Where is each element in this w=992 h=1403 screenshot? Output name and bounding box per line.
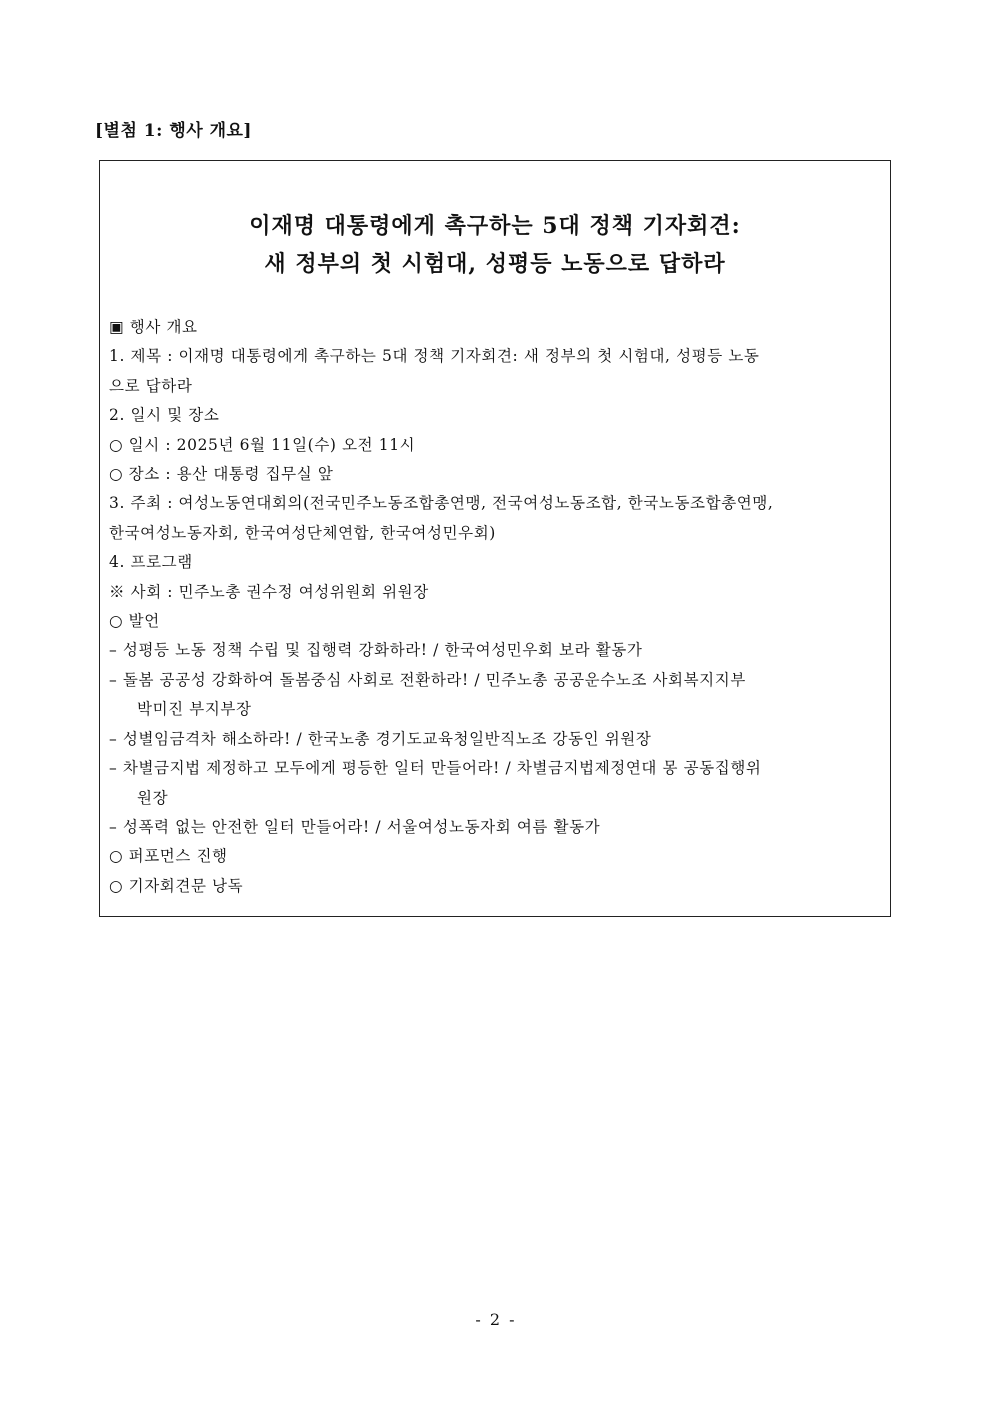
- item-date: ○ 일시 : 2025년 6월 11일(수) 오전 11시: [109, 435, 416, 454]
- item-title: 1. 제목 : 이재명 대통령에게 촉구하는 5대 정책 기자회견: 새 정부의 첫 시험대, 성평등 노동: [109, 347, 760, 366]
- speech-item: – 돌봄 공공성 강화하여 돌봄중심 사회로 전환하라! / 민주노총 공공운수노조 사회복지지부: [109, 670, 746, 689]
- attachment-heading: [별첨 1: 행사 개요]: [95, 121, 252, 141]
- page-number: - 2 -: [475, 1310, 517, 1329]
- speech-item: – 성폭력 없는 안전한 일터 만들어라! / 서울여성노동자회 여름 활동가: [109, 817, 601, 836]
- event-overview-box: [99, 160, 891, 917]
- title-line-2: 새 정부의 첫 시험대, 성평등 노동으로 답하라: [264, 251, 726, 277]
- program-speeches: ○ 발언: [109, 612, 160, 631]
- item-host-continued: 한국여성노동자회, 한국여성단체연합, 한국여성민우회): [109, 523, 496, 542]
- speech-item-continued: 원장: [137, 788, 169, 807]
- press-conference-title: [100, 207, 890, 283]
- section-heading-event-overview: ▣ 행사 개요: [109, 318, 198, 336]
- speech-item: – 차별금지법 제정하고 모두에게 평등한 일터 만들어라! / 차별금지법제정연대 몽 공동집행위: [109, 759, 762, 778]
- speech-item: – 성별임금격차 해소하라! / 한국노총 경기도교육청일반직노조 강동인 위원장: [109, 729, 652, 748]
- program-moderator: ※ 사회 : 민주노총 권수정 여성위원회 위원장: [109, 582, 429, 601]
- speech-item-continued: 박미진 부지부장: [137, 700, 252, 719]
- item-place: ○ 장소 : 용산 대통령 집무실 앞: [109, 465, 334, 484]
- item-title-continued: 으로 답하라: [109, 376, 193, 395]
- program-statement-reading: ○ 기자회견문 낭독: [109, 876, 244, 895]
- item-program: 4. 프로그램: [109, 553, 193, 572]
- title-line-1: 이재명 대통령에게 촉구하는 5대 정책 기자회견:: [249, 213, 741, 239]
- item-date-place: 2. 일시 및 장소: [109, 406, 220, 425]
- program-performance: ○ 퍼포먼스 진행: [109, 847, 228, 866]
- event-details: [109, 313, 881, 901]
- speech-item: – 성평등 노동 정책 수립 및 집행력 강화하라! / 한국여성민우회 보라 활동가: [109, 641, 643, 660]
- item-host: 3. 주최 : 여성노동연대회의(전국민주노동조합총연맹, 전국여성노동조합, 한국노동조합총연맹,: [109, 494, 774, 513]
